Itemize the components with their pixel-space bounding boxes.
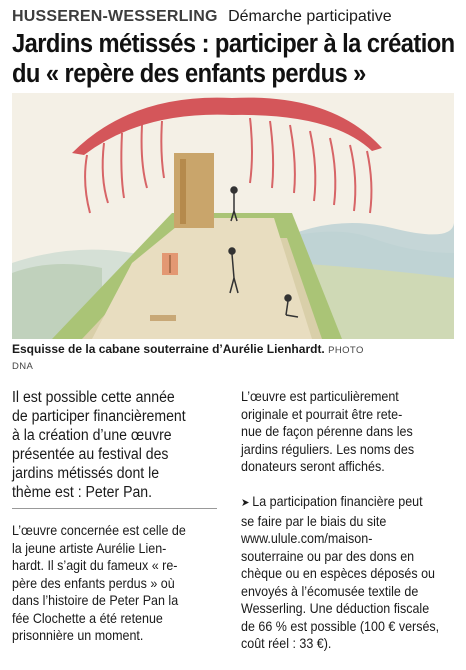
kicker-place: HUSSEREN-WESSERLING (12, 8, 218, 25)
body-line: La participation financière peut (252, 494, 423, 509)
article-body-right-2 (241, 493, 455, 653)
body-line: jardins réguliers. Les noms des (241, 441, 415, 457)
headline-line-2: du « repère des enfants perdus » (12, 60, 366, 88)
article-lead (12, 388, 217, 502)
body-line: donateurs seront affichés. (241, 459, 385, 474)
lead-line: à la création d’une œuvre (12, 427, 172, 444)
body-line: se faire par le biais du site (241, 513, 387, 529)
lead-line: de participer financièrement (12, 408, 186, 425)
article-kicker (12, 8, 458, 28)
article-body-right-1 (241, 388, 453, 476)
caption-credit: PHOTO (328, 345, 364, 356)
body-line: L’œuvre est particulièrement (241, 389, 399, 404)
caption-credit-source: DNA (12, 361, 34, 372)
url-link[interactable]: www.ulule.com/maison- (241, 531, 373, 546)
column-divider (12, 508, 217, 509)
body-line: coût réel : 33 €). (241, 636, 332, 651)
lead-line: thème est : Peter Pan. (12, 484, 153, 501)
body-line: souterraine ou par des dons en (241, 548, 415, 564)
body-line: L’œuvre concernée est celle de (12, 523, 186, 538)
body-line: prisonnière un moment. (12, 628, 144, 643)
body-line: dans l’histoire de Peter Pan la (12, 593, 179, 608)
body-line: envoyés à l’écomusée textile de (241, 583, 419, 599)
body-line: hardt. Il s’agit du fameux « re- (12, 558, 178, 573)
article-photo (12, 93, 454, 339)
headline-line-1: Jardins métissés : participer à la création (12, 30, 455, 58)
caption-text: Esquisse de la cabane souterraine d’Aurélie Lienhardt. (12, 342, 325, 356)
lead-line: Il est possible cette année (12, 389, 175, 406)
body-line: la jeune artiste Aurélie Lien- (12, 540, 167, 556)
lead-line: présentée au festival des (12, 446, 169, 463)
body-line: Wesserling. Une déduction fiscale (241, 601, 430, 616)
photo-caption (12, 342, 456, 374)
article-headline (12, 29, 455, 89)
arrow-bullet-icon: ➤ (241, 497, 250, 509)
body-line: fée Clochette a été retenue (12, 610, 163, 626)
body-line: originale et pourrait être rete- (241, 406, 403, 422)
article-body-left (12, 522, 217, 645)
lead-line: jardins métissés dont le (12, 465, 160, 482)
info-first-line (241, 493, 438, 513)
body-line: père des enfants perdus » où (12, 575, 175, 591)
body-line: nue de façon pérenne dans les (241, 424, 413, 439)
body-line: de 66 % est possible (100 € versés, (241, 618, 440, 634)
kicker-topic: Démarche participative (228, 8, 392, 25)
body-line: chèque ou en espèces déposés ou (241, 566, 436, 581)
cabin-sketch-illustration (12, 93, 454, 339)
